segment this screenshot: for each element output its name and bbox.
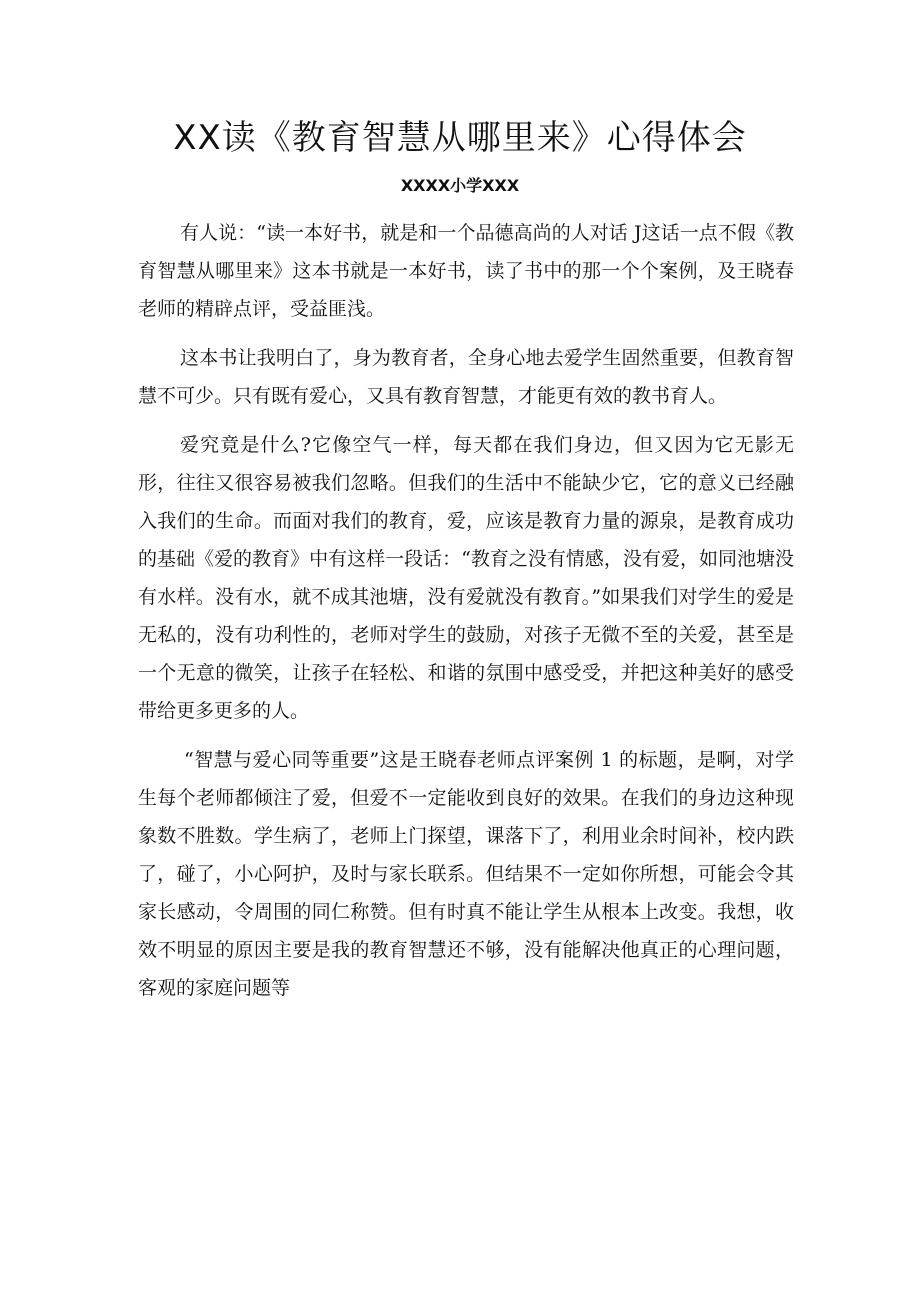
paragraph-4: “智慧与爱心同等重要”这是王晓春老师点评案例 1 的标题，是啊，对学生每个老师都倾注了爱，但爱不一定能收到良好的效果。在我们的身边这种现象数不胜数。学生病了，老师上门探望，课落下了，利用业余时间补，校内跌了，碰了，小心阿护，及时与家长联系。但结果不一定如你所想，可能会令其家长感动，令周围的同仁称赞。但有时真不能让学生从根本上改变。我想，收效不明显的原因主要是我的教育智慧还不够，没有能解决他真正的心理问题，客观的家庭问题等 [138,749,794,999]
document-author: XXXX小学XXX [400,176,520,195]
paragraph-1: 有人说：“读一本好书，就是和一个品德高尚的人对话 J这话一点不假《教育智慧从哪里来》这本书就是一本好书，读了书中的那一个个案例，及王晓春老师的精辟点评，受益匪浅。 [138,222,794,320]
paragraph-2: 这本书让我明白了，身为教育者，全身心地去爱学生固然重要，但教育智慧不可少。只有既有爱心，又具有教育智慧，才能更有效的教书育人。 [138,347,794,407]
paragraph-3: 爱究竟是什么?它像空气一样，每天都在我们身边，但又因为它无影无形，往往又很容易被我们忽略。但我们的生活中不能缺少它，它的意义已经融入我们的生命。而面对我们的教育，爱，应该是教育力量的源泉，是教育成功的基础《爱的教育》中有这样一段话：“教育之没有情感，没有爱，如同池塘没有水样。没有水，就不成其池塘，没有爱就没有教育。”如果我们对学生的爱是无私的，没有功利性的，老师对学生的鼓励，对孩子无微不至的关爱，甚至是一个无意的微笑，让孩子在轻松、和谐的氛围中感受受，并把这种美好的感受带给更多更多的人。 [138,434,794,722]
document-body [138,214,794,1018]
document-title: XX读《教育智慧从哪里来》心得体会 [173,118,747,158]
